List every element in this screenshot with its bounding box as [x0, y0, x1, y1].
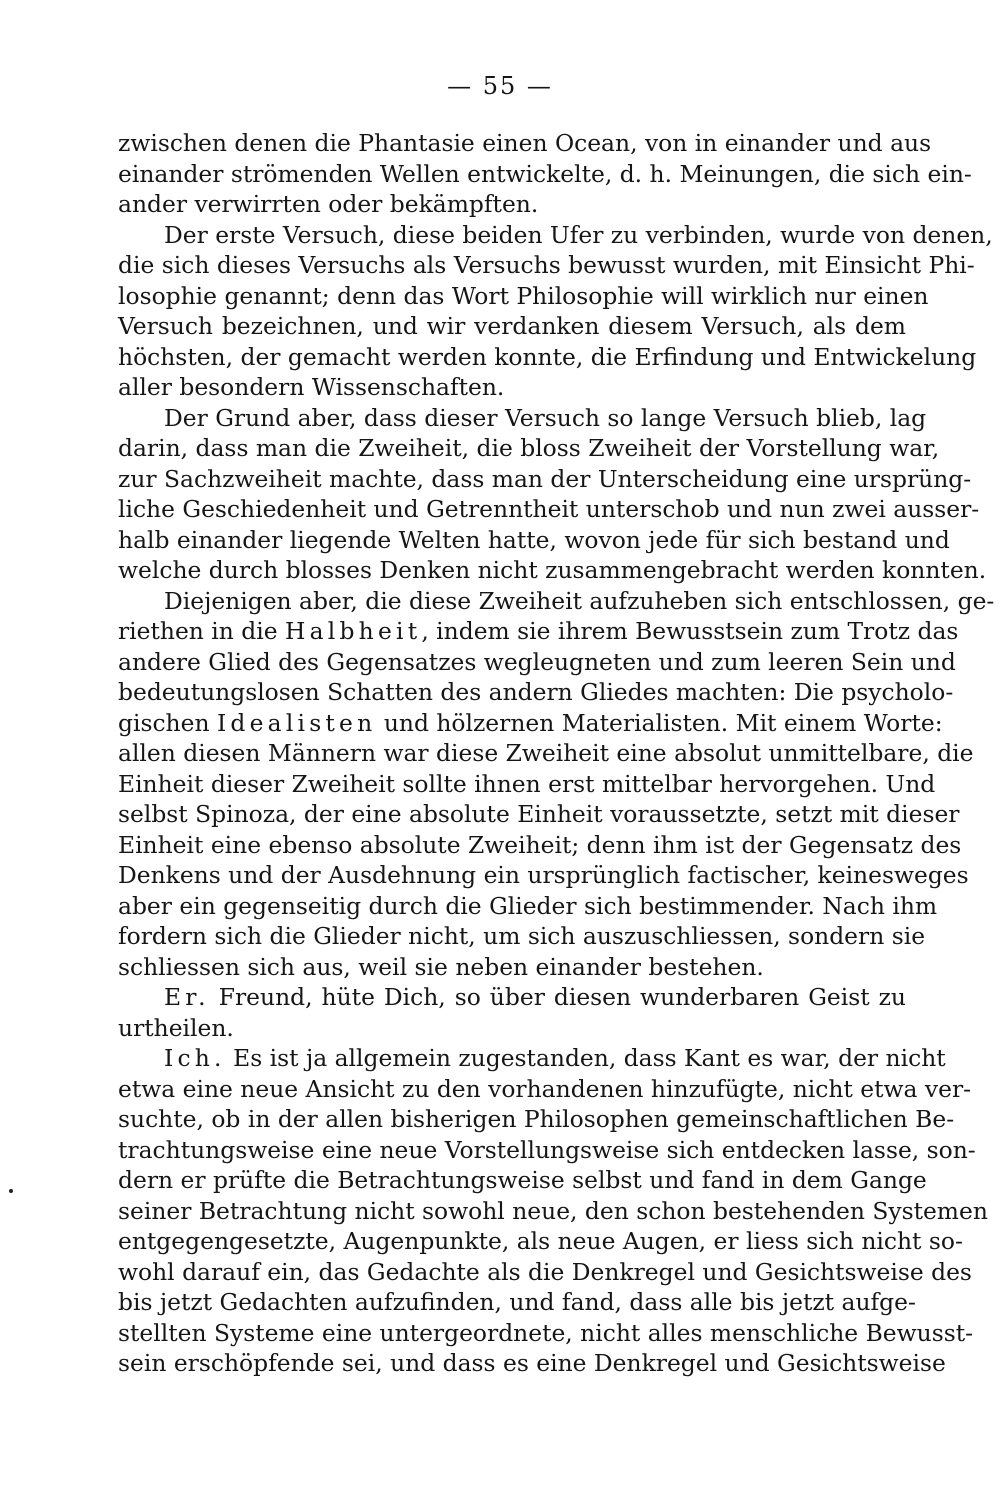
- margin-ink-dot: [9, 1189, 13, 1193]
- text-line: [118, 1043, 946, 1074]
- text-line: trachtungsweise eine neue Vorstellungsweise sich entdecken lasse, son-: [118, 1135, 976, 1164]
- text-line: dern er prüfte die Betrachtungsweise selbst und fand in dem Gange: [118, 1166, 927, 1194]
- text-fragment: riethen in die: [118, 617, 278, 645]
- text-line: seiner Betrachtung nicht sowohl neue, den schon bestehenden Systemen: [118, 1196, 988, 1225]
- text-line: ander verwirrten oder bekämpften.: [118, 190, 539, 218]
- page-number: — 55 —: [447, 72, 553, 100]
- emphasis-halbheit: Halbheit: [285, 617, 422, 645]
- text-line: Einheit dieser Zweiheit sollte ihnen erst mittelbar hervorgehen. Und: [118, 769, 936, 798]
- text-line: Der erste Versuch, diese beiden Ufer zu verbinden, wurde von denen,: [164, 220, 993, 249]
- text-line: Diejenigen aber, die diese Zweiheit aufzuheben sich entschlossen, ge-: [164, 586, 995, 615]
- text-fragment: , indem sie ihrem Bewusstsein zum Trotz das: [421, 617, 959, 645]
- text-fragment: und hölzernen Materialisten. Mit einem Worte:: [383, 708, 943, 737]
- text-line: allen diesen Männern war diese Zweiheit eine absolut unmittelbare, die: [118, 739, 974, 767]
- text-line: suchte, ob in der allen bisherigen Philosophen gemeinschaftlichen Be-: [118, 1105, 955, 1133]
- text-line: selbst Spinoza, der eine absolute Einheit voraussetzte, setzt mit dieser: [118, 800, 960, 828]
- text-line: fordern sich die Glieder nicht, um sich auszuschliessen, sondern sie: [118, 922, 926, 950]
- text-line: Einheit eine ebenso absolute Zweiheit; denn ihm ist der Gegensatz des: [118, 830, 962, 859]
- text-line: andere Glied des Gegensatzes wegleugneten und zum leeren Sein und: [118, 647, 956, 676]
- text-line: bedeutungslosen Schatten des andern Gliedes machten: Die psycholo-: [118, 678, 954, 706]
- text-line: [118, 708, 943, 739]
- text-line: halb einander liegende Welten hatte, wovon jede für sich bestand und: [118, 525, 950, 554]
- text-line: aller besondern Wissenschaften.: [118, 373, 505, 401]
- body-text: [118, 128, 995, 1379]
- text-line: höchsten, der gemacht werden konnte, die Erfindung und Entwickelung: [118, 342, 977, 371]
- text-fragment: Es ist ja allgemein zugestanden, dass Kant es war, der nicht: [233, 1044, 946, 1072]
- text-fragment: gischen: [118, 708, 210, 737]
- text-line: urtheilen.: [118, 1013, 234, 1042]
- text-line: [118, 616, 959, 647]
- text-line: liche Geschiedenheit und Getrenntheit unterschob und nun zwei ausser-: [118, 495, 980, 523]
- speaker-ich: Ich.: [164, 1044, 226, 1072]
- text-line: [118, 982, 906, 1013]
- speaker-er: Er.: [164, 983, 210, 1011]
- text-line: bis jetzt Gedachten aufzufinden, und fand, dass alle bis jetzt aufge-: [118, 1288, 916, 1316]
- text-line: schliessen sich aus, weil sie neben einander bestehen.: [118, 952, 764, 981]
- text-line: entgegengesetzte, Augenpunkte, als neue Augen, er liess sich nicht so-: [118, 1227, 963, 1255]
- text-line: einander strömenden Wellen entwickelte, d. h. Meinungen, die sich ein-: [118, 159, 972, 188]
- text-line: darin, dass man die Zweiheit, die bloss Zweiheit der Vorstellung war,: [118, 434, 940, 462]
- text-line: sein erschöpfende sei, und dass es eine Denkregel und Gesichtsweise: [118, 1349, 946, 1377]
- text-line: zwischen denen die Phantasie einen Ocean, von in einander und aus: [118, 129, 932, 157]
- text-line: etwa eine neue Ansicht zu den vorhandenen hinzufügte, nicht etwa ver-: [118, 1074, 972, 1103]
- text-line: die sich dieses Versuchs als Versuchs bewusst wurden, mit Einsicht Phi-: [118, 251, 975, 279]
- text-fragment: Freund, hüte Dich, so über diesen wunderbaren Geist zu: [218, 983, 906, 1011]
- text-line: Versuch bezeichnen, und wir verdanken diesem Versuch, als dem: [118, 312, 906, 340]
- text-line: stellten Systeme eine untergeordnete, nicht alles menschliche Bewusst-: [118, 1318, 974, 1347]
- emphasis-idealisten: Idealisten: [216, 708, 377, 737]
- text-line: aber ein gegenseitig durch die Glieder sich bestimmender. Nach ihm: [118, 891, 938, 920]
- text-line: Denkens und der Ausdehnung ein ursprünglich factischer, keinesweges: [118, 861, 969, 889]
- text-line: wohl darauf ein, das Gedachte als die Denkregel und Gesichtsweise des: [118, 1257, 972, 1286]
- text-line: zur Sachzweiheit machte, dass man der Unterscheidung eine ursprüng-: [118, 464, 972, 493]
- text-line: losophie genannt; denn das Wort Philosophie will wirklich nur einen: [118, 281, 929, 310]
- text-line: welche durch blosses Denken nicht zusammengebracht werden konnten.: [118, 556, 987, 584]
- text-line: Der Grund aber, dass dieser Versuch so lange Versuch blieb, lag: [164, 403, 927, 432]
